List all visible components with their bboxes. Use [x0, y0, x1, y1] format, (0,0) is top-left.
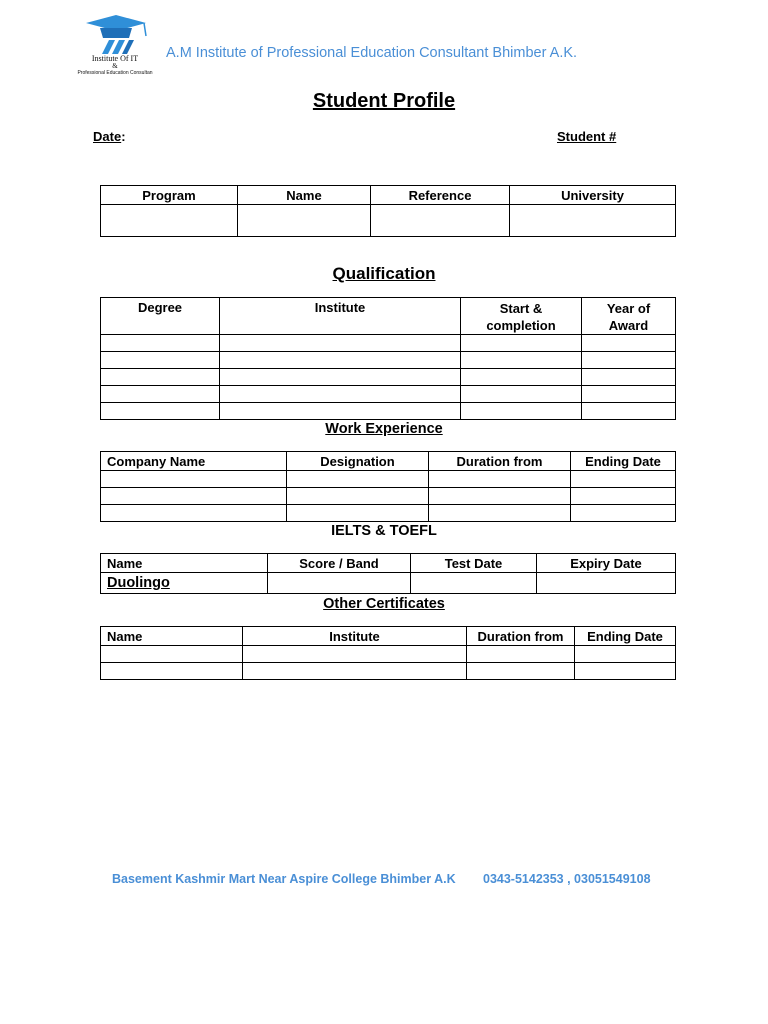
table-cell[interactable]: [571, 505, 676, 522]
column-header-designation: Designation: [287, 452, 429, 471]
column-header-name: Name: [101, 554, 268, 573]
table-cell[interactable]: [467, 663, 575, 680]
table-cell[interactable]: [461, 352, 582, 369]
table-cell[interactable]: [461, 403, 582, 420]
column-header-test-date: Test Date: [411, 554, 537, 573]
expiry-date-cell[interactable]: [537, 573, 676, 594]
column-header-ending-date: Ending Date: [575, 627, 676, 646]
column-header-name: Name: [238, 186, 371, 205]
footer-phone-numbers: 0343-5142353 , 03051549108: [483, 872, 651, 886]
institute-name: A.M Institute of Professional Education Consultant Bhimber A.K.: [166, 45, 578, 61]
table-cell[interactable]: [287, 471, 429, 488]
column-header-year-of-award: Year of Award: [582, 298, 676, 335]
table-cell[interactable]: [101, 352, 220, 369]
table-row: [101, 663, 676, 680]
column-header-company-name: Company Name: [101, 452, 287, 471]
program-cell[interactable]: [101, 205, 238, 237]
table-cell[interactable]: [429, 471, 571, 488]
table-cell[interactable]: [220, 403, 461, 420]
table-cell[interactable]: [467, 646, 575, 663]
column-header-start-completion: Start & completion: [461, 298, 582, 335]
graduation-cap-icon: [66, 14, 164, 58]
column-header-institute: Institute: [220, 298, 461, 335]
test-date-cell[interactable]: [411, 573, 537, 594]
qualification-heading: [0, 264, 768, 284]
ielts-toefl-heading-text: IELTS & TOEFL: [331, 523, 437, 539]
institute-logo: [66, 14, 164, 80]
table-row: [101, 352, 676, 369]
work-experience-heading-text: Work Experience: [325, 421, 443, 437]
column-header-ending-date: Ending Date: [571, 452, 676, 471]
table-cell[interactable]: [101, 471, 287, 488]
column-header-degree: Degree: [101, 298, 220, 335]
table-cell[interactable]: [461, 386, 582, 403]
student-number-label: Student #: [557, 129, 617, 144]
table-cell[interactable]: [287, 488, 429, 505]
table-row: [101, 646, 676, 663]
table-cell[interactable]: [101, 646, 243, 663]
column-header-score-band: Score / Band: [268, 554, 411, 573]
table-cell[interactable]: [101, 488, 287, 505]
table-header-row: [101, 186, 676, 205]
table-cell[interactable]: [243, 646, 467, 663]
column-header-university: University: [510, 186, 676, 205]
table-cell[interactable]: [575, 663, 676, 680]
university-cell[interactable]: [510, 205, 676, 237]
table-cell[interactable]: [101, 369, 220, 386]
other-certificates-table: [100, 626, 676, 680]
ielts-toefl-heading: [0, 523, 768, 539]
table-cell[interactable]: [220, 352, 461, 369]
table-row: [101, 505, 676, 522]
table-row: [101, 369, 676, 386]
column-header-duration-from: Duration from: [467, 627, 575, 646]
table-cell[interactable]: [582, 369, 676, 386]
table-cell[interactable]: [101, 386, 220, 403]
table-row: [101, 488, 676, 505]
column-header-expiry-date: Expiry Date: [537, 554, 676, 573]
column-header-name: Name: [101, 627, 243, 646]
table-cell[interactable]: [575, 646, 676, 663]
footer-address: Basement Kashmir Mart Near Aspire College Bhimber A.K: [112, 872, 456, 886]
column-header-program: Program: [101, 186, 238, 205]
table-row: [101, 471, 676, 488]
table-header-row: [101, 554, 676, 573]
table-cell[interactable]: [582, 335, 676, 352]
table-row: [101, 573, 676, 594]
qualification-table: [100, 297, 676, 420]
column-header-reference: Reference: [371, 186, 510, 205]
page-title: [0, 90, 768, 113]
table-cell[interactable]: [101, 335, 220, 352]
logo-text-line2: &: [112, 62, 118, 70]
table-cell[interactable]: [101, 403, 220, 420]
table-header-row: [101, 452, 676, 471]
other-certificates-heading: [0, 596, 768, 612]
reference-cell[interactable]: [371, 205, 510, 237]
table-cell[interactable]: [220, 335, 461, 352]
date-colon: :: [121, 129, 126, 144]
table-row: [101, 386, 676, 403]
table-row: [101, 403, 676, 420]
other-certificates-heading-text: Other Certificates: [323, 596, 445, 612]
table-row: [101, 205, 676, 237]
score-cell[interactable]: [268, 573, 411, 594]
table-cell[interactable]: [582, 352, 676, 369]
table-cell[interactable]: [220, 386, 461, 403]
column-header-duration-from: Duration from: [429, 452, 571, 471]
table-cell[interactable]: [461, 335, 582, 352]
table-cell[interactable]: [571, 471, 676, 488]
table-header-row: [101, 298, 676, 335]
table-cell[interactable]: [220, 369, 461, 386]
table-cell[interactable]: [287, 505, 429, 522]
table-cell[interactable]: [243, 663, 467, 680]
table-cell[interactable]: [429, 505, 571, 522]
table-cell[interactable]: [101, 663, 243, 680]
ielts-toefl-table: [100, 553, 676, 594]
table-cell[interactable]: [101, 505, 287, 522]
qualification-heading-text: Qualification: [332, 264, 436, 283]
table-header-row: [101, 627, 676, 646]
work-experience-table: [100, 451, 676, 522]
test-name-text: Duolingo: [107, 575, 170, 591]
name-cell[interactable]: [238, 205, 371, 237]
logo-text-line1: Institute Of IT: [91, 54, 139, 63]
table-cell[interactable]: [429, 488, 571, 505]
date-field: [93, 129, 126, 144]
program-table: [100, 185, 676, 237]
table-cell[interactable]: [582, 386, 676, 403]
column-header-institute: Institute: [243, 627, 467, 646]
work-experience-heading: [0, 421, 768, 437]
test-name-cell[interactable]: [101, 573, 268, 594]
table-cell[interactable]: [582, 403, 676, 420]
page-title-text: Student Profile: [312, 90, 456, 112]
table-row: [101, 335, 676, 352]
table-cell[interactable]: [571, 488, 676, 505]
date-label: Date: [93, 129, 122, 144]
table-cell[interactable]: [461, 369, 582, 386]
logo-text-line3: Professional Education Consultan: [77, 70, 153, 76]
